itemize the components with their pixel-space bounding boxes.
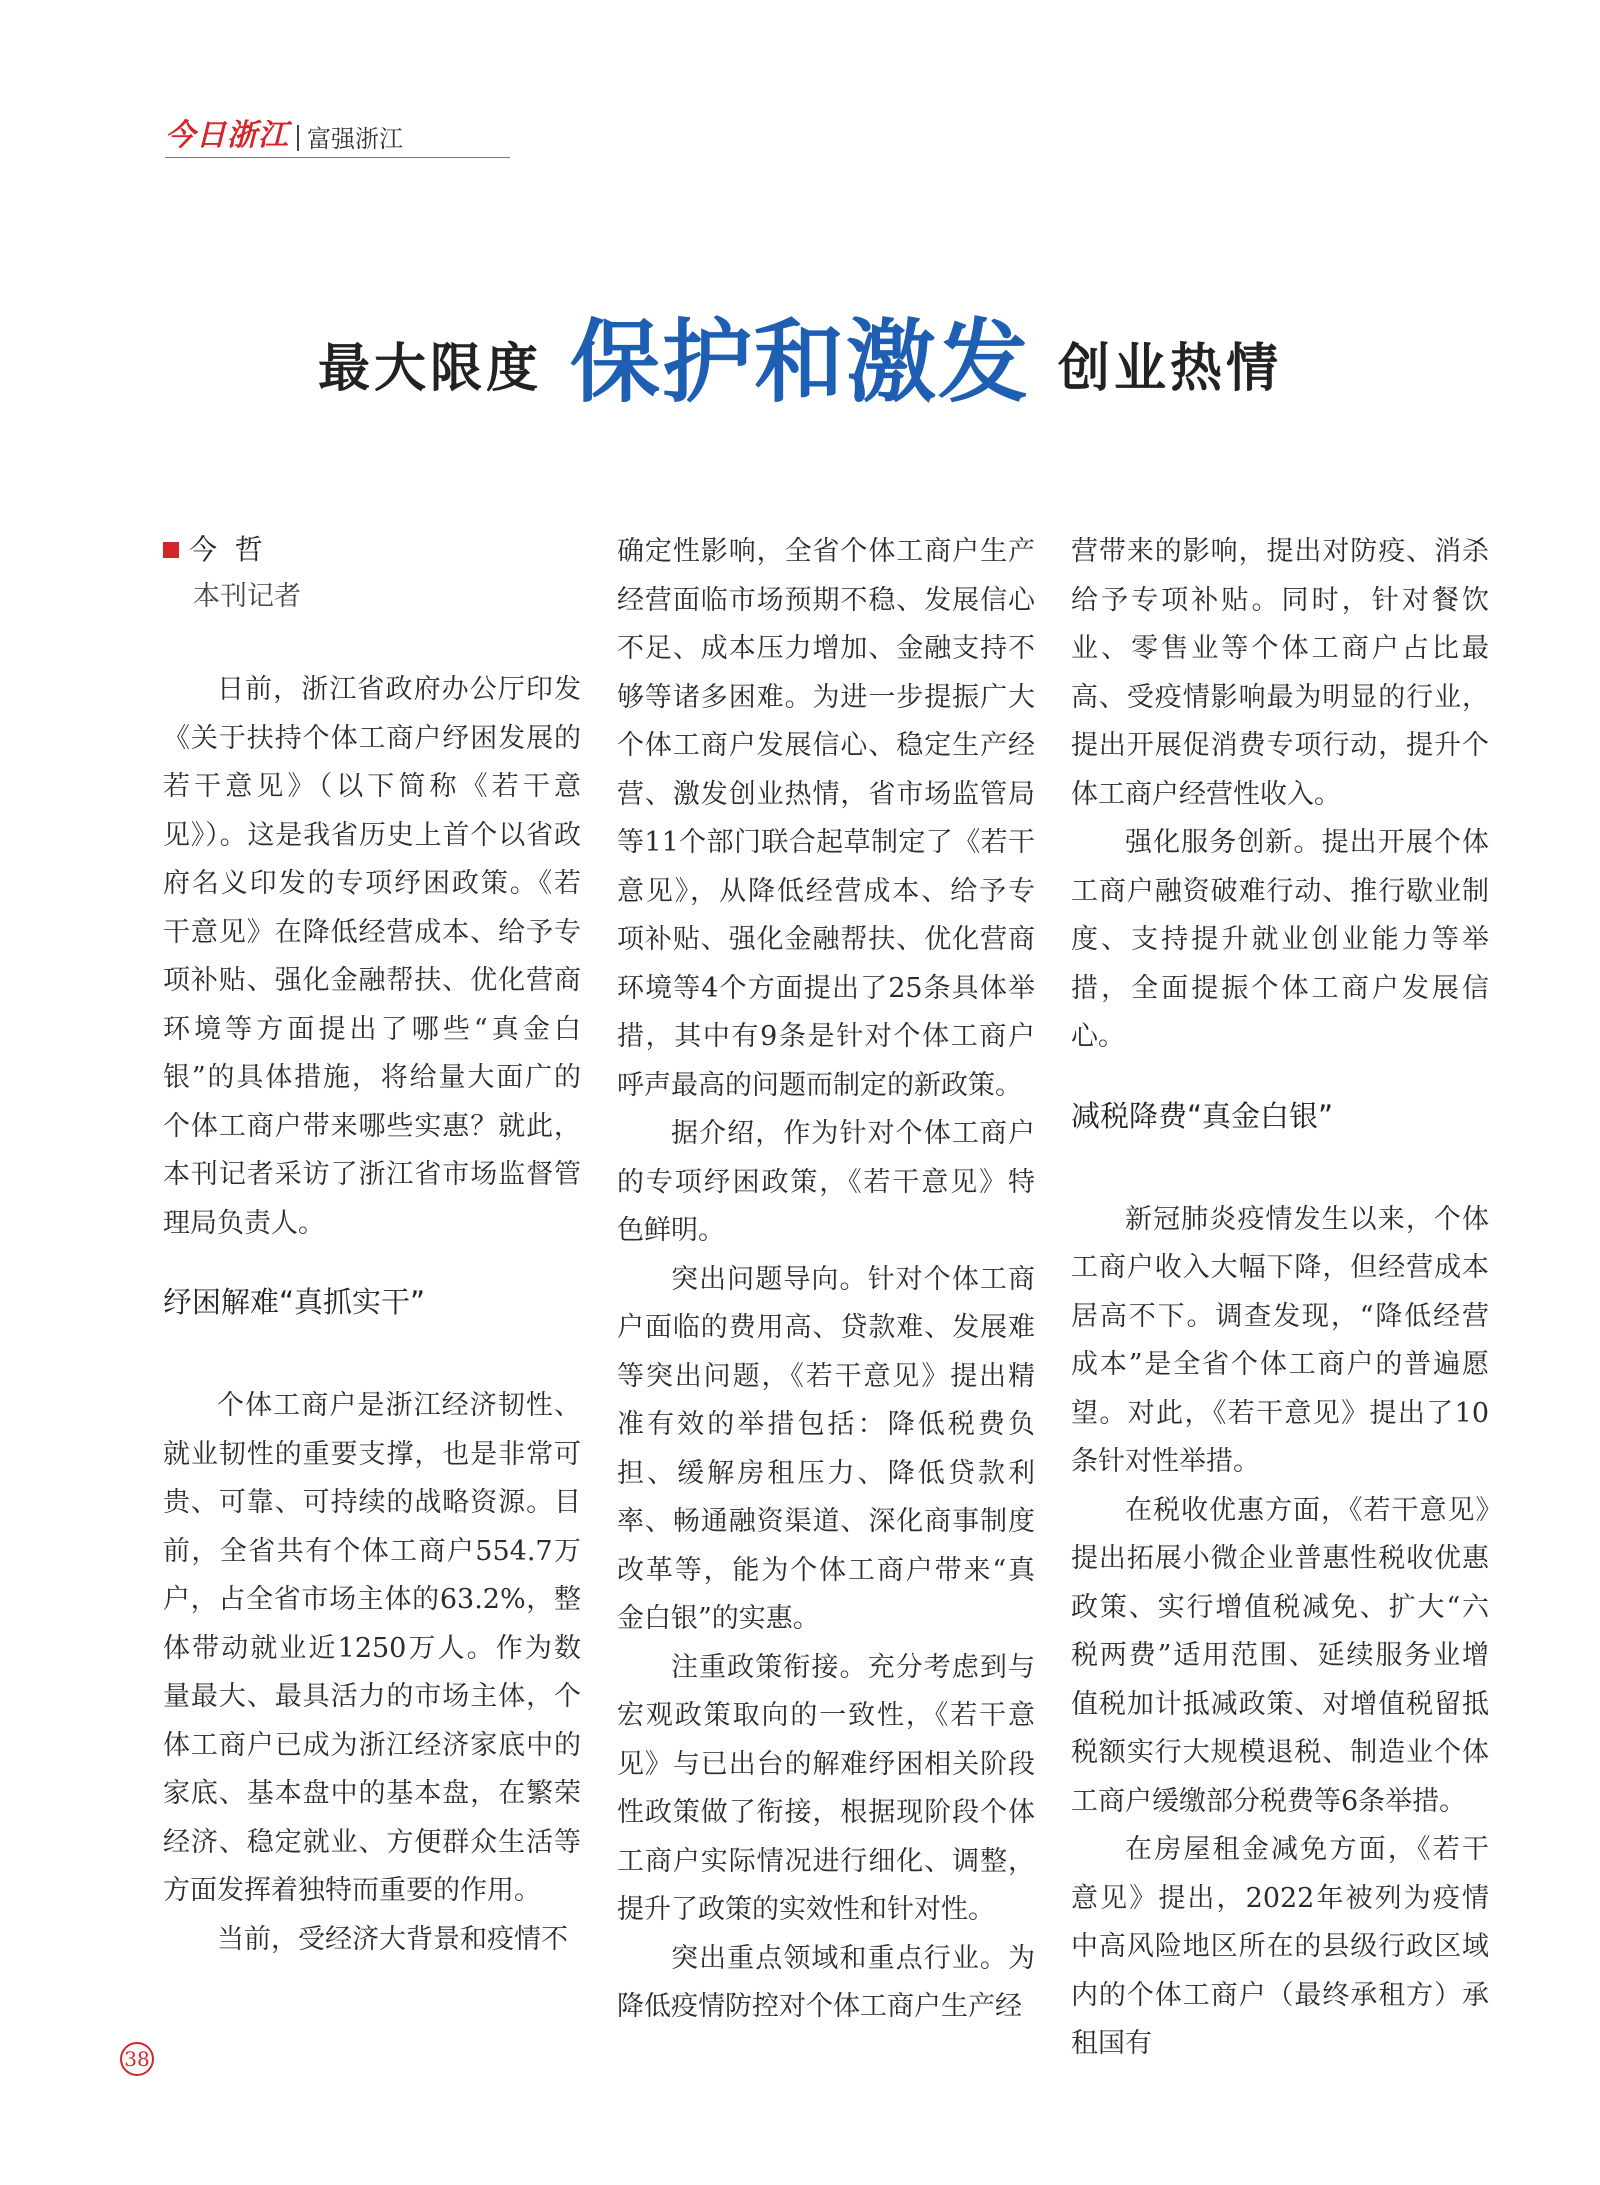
column-1 — [163, 528, 581, 1964]
magazine-logo: 今日浙江 — [165, 118, 289, 153]
red-square-icon — [163, 542, 179, 558]
paragraph: 营带来的影响，提出对防疫、消杀给予专项补贴。同时，针对餐饮业、零售业等个体工商户占比最高、受疫情影响最为明显的行业，提出开展促消费专项行动，提升个体工商户经营性收入。 — [1071, 536, 1489, 810]
paragraph: 突出问题导向。针对个体工商户面临的费用高、贷款难、发展难等突出问题，《若干意见》提出精准有效的举措包括：降低税费负担、缓解房租压力、降低贷款利率、畅通融资渠道、深化商事制度改革等，能为个体工商户带来“真金白银”的实惠。 — [617, 1263, 1035, 1634]
paragraph: 注重政策衔接。充分考虑到与宏观政策取向的一致性，《若干意见》与已出台的解难纾困相关阶段性政策做了衔接，根据现阶段个体工商户实际情况进行细化、调整，提升了政策的实效性和针对性。 — [617, 1651, 1035, 1925]
page-number: 38 — [120, 2042, 154, 2076]
paragraph: 在税收优惠方面，《若干意见》提出拓展小微企业普惠性税收优惠政策、实行增值税减免、扩大“六税两费”适用范围、延续服务业增值税加计抵减政策、对增值税留抵税额实行大规模退税、制造业个体工商户缓缴部分税费等6条举措。 — [1071, 1494, 1489, 1817]
section-heading: 纾困解难“真抓实干” — [163, 1285, 426, 1319]
title-part-1: 最大限度 — [317, 337, 542, 399]
section-name: 富强浙江 — [307, 125, 403, 153]
paragraph: 当前，受经济大背景和疫情不 — [217, 1923, 568, 1955]
paragraph: 据介绍，作为针对个体工商户的专项纾困政策，《若干意见》特色鲜明。 — [617, 1118, 1035, 1246]
paragraph: 突出重点领域和重点行业。为降低疫情防控对个体工商户生产经 — [617, 1942, 1035, 2022]
paragraph: 日前，浙江省政府办公厅印发《关于扶持个体工商户纾困发展的若干意见》（以下简称《若干意见》）。这是我省历史上首个以省政府名义印发的专项纾困政策。《若干意见》在降低经营成本、给予专项补贴、强化金融帮扶、优化营商环境等方面提出了哪些“真金白银”的具体措施，将给量大面广的个体工商户带来哪些实惠？就此，本刊记者采访了浙江省市场监督管理局负责人。 — [163, 674, 581, 1239]
title-part-3: 创业热情 — [1058, 337, 1283, 399]
column-3 — [1071, 528, 1489, 2069]
paragraph: 个体工商户是浙江经济韧性、就业韧性的重要支撑，也是非常可贵、可靠、可持续的战略资源。目前，全省共有个体工商户554.7万户，占全省市场主体的63.2%，整体带动就业近1250万人。作为数量最大、最具活力的市场主体，个体工商户已成为浙江经济家底中的家底、基本盘中的基本盘，在繁荣经济、稳定就业、方便群众生活等方面发挥着独特而重要的作用。 — [163, 1390, 581, 1906]
author-name-text: 今 哲 — [189, 532, 263, 566]
article-title — [0, 310, 1600, 415]
section-heading: 减税降费“真金白银” — [1071, 1098, 1334, 1133]
paragraph: 确定性影响，全省个体工商户生产经营面临市场预期不稳、发展信心不足、成本压力增加、金融支持不够等诸多困难。为进一步提振广大个体工商户发展信心、稳定生产经营、激发创业热情，省市场监管局等11个部门联合起草制定了《若干意见》，从降低经营成本、给予专项补贴、强化金融帮扶、优化营商环境等4个方面提出了25条具体举措，其中有9条是针对个体工商户呼声最高的问题而制定的新政策。 — [617, 536, 1035, 1101]
paragraph: 强化服务创新。提出开展个体工商户融资破难行动、推行歇业制度、支持提升就业创业能力等举措，全面提振个体工商户发展信心。 — [1071, 827, 1489, 1052]
page-header — [165, 118, 510, 158]
paragraph: 在房屋租金减免方面，《若干意见》提出，2022年被列为疫情中高风险地区所在的县级行政区域内的个体工商户（最终承租方）承租国有 — [1071, 1834, 1489, 2059]
title-part-2: 保护和激发 — [570, 310, 1030, 415]
paragraph: 新冠肺炎疫情发生以来，个体工商户收入大幅下降，但经营成本居高不下。调查发现，“降低经营成本”是全省个体工商户的普遍愿望。对此，《若干意见》提出了10条针对性举措。 — [1071, 1203, 1489, 1477]
author-role: 本刊记者 — [193, 581, 301, 612]
header-divider — [297, 125, 299, 151]
column-2 — [617, 528, 1035, 2032]
author-name — [163, 528, 581, 572]
